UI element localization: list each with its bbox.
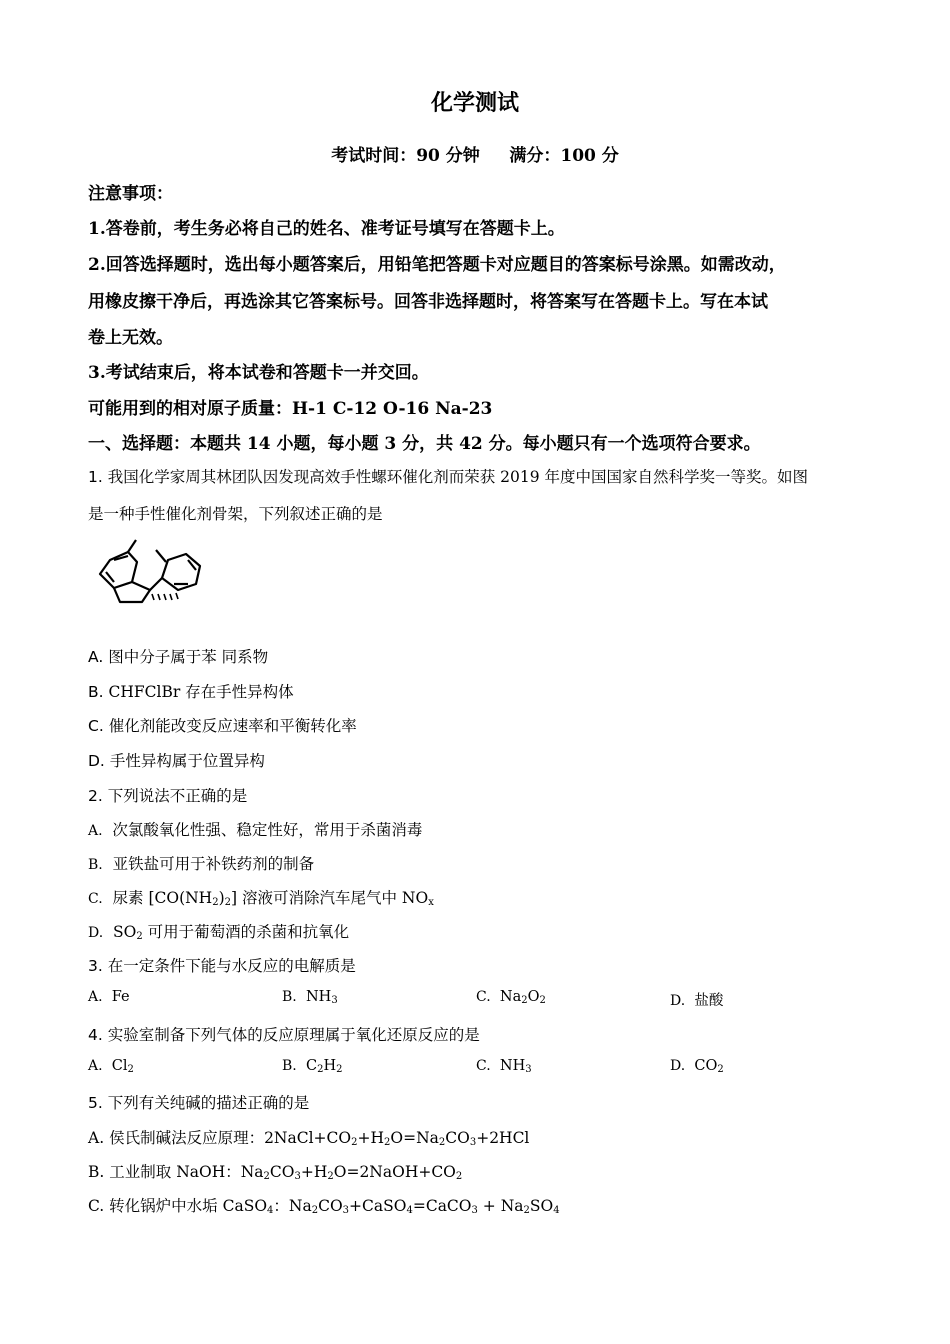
question-3-option-d [670, 989, 723, 1010]
question-5-stem [88, 1091, 309, 1113]
option-label: D. [670, 993, 686, 1009]
option-text: C [305, 1058, 318, 1074]
option-label: A. [88, 989, 103, 1005]
option-text: O=2NaOH+CO [333, 1163, 456, 1181]
option-label: B. [282, 989, 297, 1005]
question-3-option-c [476, 989, 546, 1006]
subscript: 2 [317, 1064, 324, 1075]
notes-heading: 注意事项： [88, 184, 173, 204]
option-label: B. [88, 857, 103, 873]
option-label: D. [88, 925, 104, 941]
note-2-line-3: 卷上无效。 [88, 328, 173, 348]
subscript: 2 [263, 1171, 270, 1182]
question-3-option-b [282, 989, 338, 1006]
question-4-option-c [476, 1058, 532, 1075]
question-1-stem-line-1 [88, 465, 808, 487]
option-text: 亚铁盐可用于补铁药剂的制备 [112, 855, 315, 873]
question-2-stem-text: 下列说法不正确的是 [107, 787, 248, 805]
option-text: H [323, 1058, 337, 1074]
question-2-number: 2. [88, 787, 103, 805]
exam-info [0, 141, 950, 166]
question-4-stem-text: 实验室制备下列气体的反应原理属于氧化还原反应的是 [107, 1026, 480, 1044]
question-3-stem-text: 在一定条件下能与水反应的电解质是 [107, 957, 356, 975]
option-text: 工业制取 NaOH：Na [109, 1163, 264, 1181]
option-text: ：Na [273, 1197, 312, 1215]
option-text: + Na [477, 1197, 524, 1215]
subscript: 2 [717, 1064, 724, 1075]
option-text: ] 溶液可消除汽车尾气中 NO [231, 889, 429, 907]
subscript: x [428, 897, 434, 908]
subscript: 2 [311, 1205, 319, 1216]
subscript: 3 [294, 1171, 301, 1182]
option-label: D. [670, 1058, 686, 1074]
subscript: 2 [127, 1064, 134, 1075]
option-label: C. [476, 1058, 491, 1074]
option-text: O=Na [390, 1129, 439, 1147]
option-label: B. [88, 683, 104, 701]
question-4-option-d [670, 1058, 724, 1075]
option-text: NH [305, 989, 332, 1005]
option-label: A. [88, 823, 103, 839]
subscript: 4 [406, 1205, 413, 1216]
option-text: O [527, 989, 540, 1005]
option-label: C. [88, 717, 104, 735]
question-2-option-a [88, 818, 422, 840]
option-text: 次氯酸氧化性强、稳定性好，常用于杀菌消毒 [112, 821, 423, 839]
subscript: 4 [267, 1205, 274, 1216]
option-text: 催化剂能改变反应速率和平衡转化率 [108, 717, 357, 735]
option-text: =CaCO [412, 1197, 472, 1215]
question-2-option-c [88, 886, 434, 908]
subscript: 3 [471, 1205, 478, 1216]
option-text: SO [113, 923, 137, 941]
subscript: 2 [136, 931, 143, 942]
option-text: 可用于葡萄酒的杀菌和抗氧化 [142, 923, 350, 941]
option-text: CO [269, 1163, 295, 1181]
question-5-option-c [88, 1194, 560, 1216]
option-text: Cl [111, 1058, 128, 1074]
subscript: 4 [553, 1205, 560, 1216]
subscript: 2 [521, 995, 528, 1006]
question-4-number: 4. [88, 1026, 103, 1044]
subscript: 3 [525, 1064, 532, 1075]
option-label: B. [282, 1058, 297, 1074]
subscript: 2 [351, 1137, 358, 1148]
option-text: 侯氏制碱法反应原理：2NaCl+CO [109, 1129, 352, 1147]
question-2-stem [88, 784, 247, 806]
option-text: +H [300, 1163, 328, 1181]
subscript: 2 [438, 1137, 446, 1148]
question-4-option-a [88, 1058, 134, 1075]
option-label: A. [88, 1058, 103, 1074]
exam-time: 考试时间：90 分钟 [331, 146, 480, 166]
option-text: SO [529, 1197, 554, 1215]
subscript: 3 [342, 1205, 350, 1216]
full-score: 满分：100 分 [509, 146, 619, 166]
question-4-stem [88, 1023, 480, 1045]
option-text: 图中分子属于苯 同系物 [108, 648, 269, 666]
option-label: D. [88, 752, 105, 770]
spiro-catalyst-structure-image [92, 538, 207, 610]
question-3-option-a [88, 989, 130, 1005]
option-text: CO [318, 1197, 343, 1215]
option-text: CHFClBr 存在手性异构体 [108, 683, 294, 701]
question-1-number: 1. [88, 468, 103, 486]
question-1-stem-line-2: 是一种手性催化剂骨架，下列叙述正确的是 [88, 505, 383, 523]
section-1-heading: 一、选择题：本题共 14 小题，每小题 3 分，共 42 分。每小题只有一个选项符合要求。 [88, 434, 761, 454]
subscript: 2 [327, 1171, 334, 1182]
option-text: Fe [111, 989, 130, 1005]
option-label: A. [88, 1129, 105, 1147]
question-5-stem-text: 下列有关纯碱的描述正确的是 [107, 1094, 310, 1112]
option-text: +2HCl [476, 1129, 530, 1147]
option-label: A. [88, 648, 104, 666]
option-text: CO [445, 1129, 470, 1147]
option-label: C. [88, 1197, 105, 1215]
option-label: C. [88, 891, 103, 907]
subscript: 3 [469, 1137, 477, 1148]
subscript: 2 [212, 897, 219, 908]
question-4-option-b [282, 1058, 342, 1075]
note-3: 3.考试结束后，将本试卷和答题卡一并交回。 [88, 363, 429, 383]
question-2-option-d [88, 920, 349, 942]
option-text: 盐酸 [694, 993, 724, 1009]
note-2-line-1: 2.回答选择题时，选出每小题答案后，用铅笔把答题卡对应题目的答案标号涂黑。如需改动， [88, 255, 786, 275]
option-label: B. [88, 1163, 105, 1181]
option-text: +CaSO [349, 1197, 407, 1215]
question-1-stem-text: 我国化学家周其林团队因发现高效手性螺环催化剂而荣获 2019 年度中国国家自然科学奖一等奖。如图 [107, 468, 809, 486]
option-text: CO [694, 1058, 718, 1074]
question-1-option-b [88, 680, 294, 702]
question-5-option-a [88, 1126, 529, 1148]
question-3-number: 3. [88, 957, 103, 975]
option-text: ) [218, 889, 225, 907]
page-title: 化学测试 [430, 90, 519, 116]
subscript: 2 [523, 1205, 530, 1216]
question-5-option-b [88, 1160, 462, 1182]
option-text: 手性异构属于位置异构 [109, 752, 265, 770]
question-1-option-d [88, 749, 265, 771]
option-text: NH [499, 1058, 526, 1074]
question-3-stem [88, 954, 356, 976]
option-text: +H [357, 1129, 384, 1147]
subscript: 2 [384, 1137, 391, 1148]
question-5-number: 5. [88, 1094, 103, 1112]
subscript: 2 [224, 897, 232, 908]
note-2-line-2: 用橡皮擦干净后，再选涂其它答案标号。回答非选择题时，将答案写在答题卡上。写在本试 [88, 292, 768, 312]
atomic-mass-line: 可能用到的相对原子质量：H-1 C-12 O-16 Na-23 [88, 399, 493, 419]
option-text: 转化锅炉中水垢 CaSO [109, 1197, 268, 1215]
subscript: 2 [539, 995, 546, 1006]
subscript: 3 [331, 995, 338, 1006]
option-text: 尿素 [CO(NH [112, 889, 213, 907]
subscript: 2 [336, 1064, 343, 1075]
question-1-option-c [88, 714, 357, 736]
option-text: Na [499, 989, 522, 1005]
subscript: 2 [455, 1171, 463, 1182]
option-label: C. [476, 989, 491, 1005]
question-1-option-a [88, 645, 268, 667]
note-1: 1.答卷前，考生务必将自己的姓名、准考证号填写在答题卡上。 [88, 219, 565, 239]
question-2-option-b [88, 852, 314, 874]
